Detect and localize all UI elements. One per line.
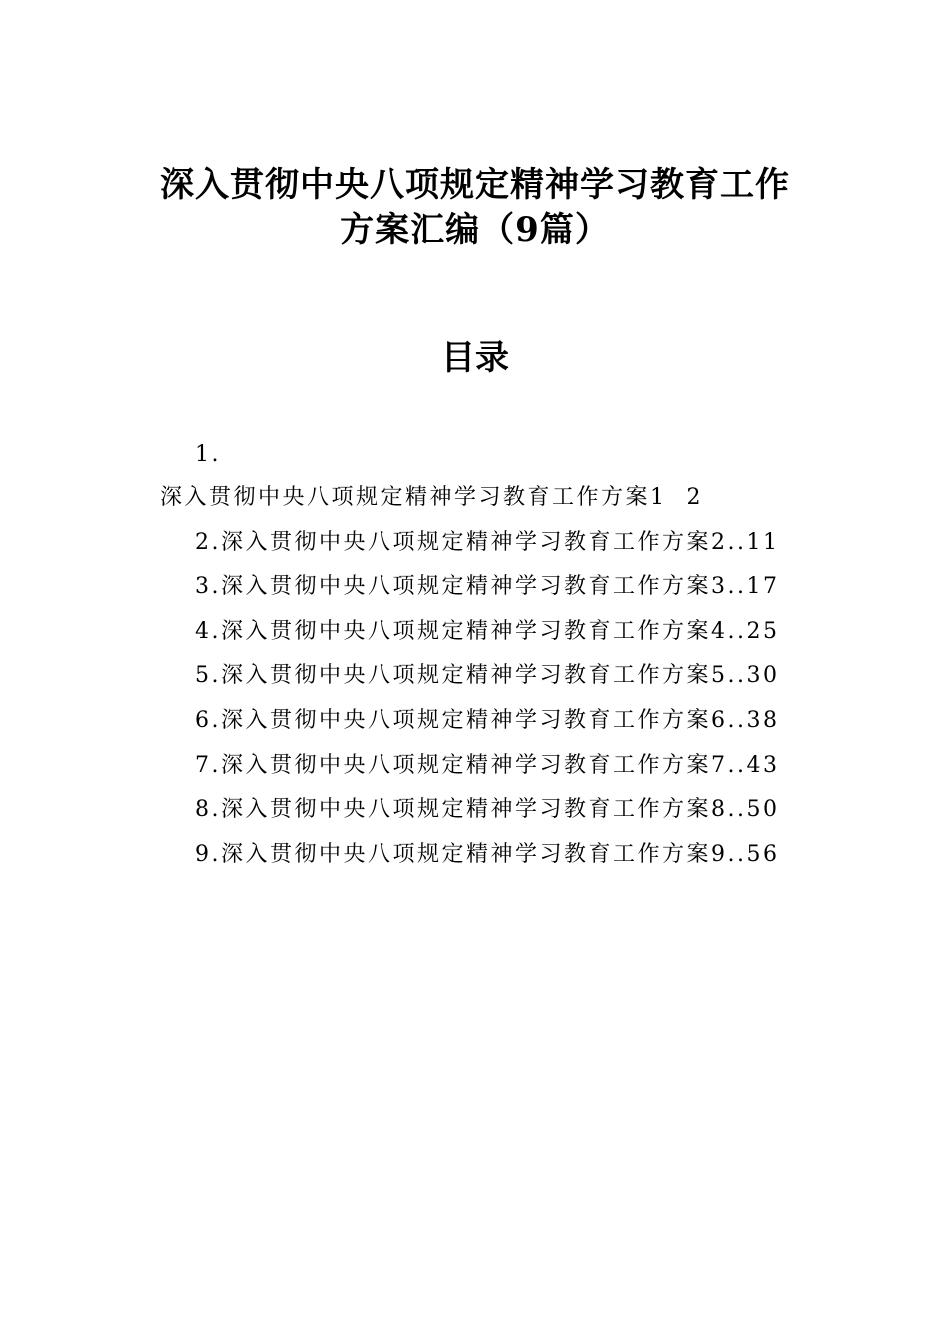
toc-heading: 目录 (441, 338, 509, 378)
toc-entry-7[interactable]: 7.深入贯彻中央八项规定精神学习教育工作方案7..43 (195, 753, 780, 778)
toc-entry-6[interactable]: 6.深入贯彻中央八项规定精神学习教育工作方案6..38 (195, 708, 780, 733)
toc-entry-9[interactable]: 9.深入贯彻中央八项规定精神学习教育工作方案9..56 (195, 842, 780, 867)
toc-entry-1-text: 深入贯彻中央八项规定精神学习教育工作方案1 (160, 485, 667, 510)
toc-entry-8[interactable]: 8.深入贯彻中央八项规定精神学习教育工作方案8..50 (195, 797, 780, 822)
toc-entry-2[interactable]: 2.深入贯彻中央八项规定精神学习教育工作方案2..11 (195, 530, 780, 555)
toc-entry-5[interactable]: 5.深入贯彻中央八项规定精神学习教育工作方案5..30 (195, 663, 780, 688)
document-title-line-2: 方案汇编（9篇） (340, 210, 610, 250)
document-title-line-1: 深入贯彻中央八项规定精神学习教育工作 (160, 165, 790, 205)
toc-entry-1-number: 1. (195, 442, 221, 467)
toc-entry-4[interactable]: 4.深入贯彻中央八项规定精神学习教育工作方案4..25 (195, 619, 780, 644)
toc-entry-1[interactable] (160, 483, 703, 513)
toc-entry-3[interactable]: 3.深入贯彻中央八项规定精神学习教育工作方案3..17 (195, 574, 780, 599)
toc-entry-1-page: 2 (686, 485, 703, 510)
